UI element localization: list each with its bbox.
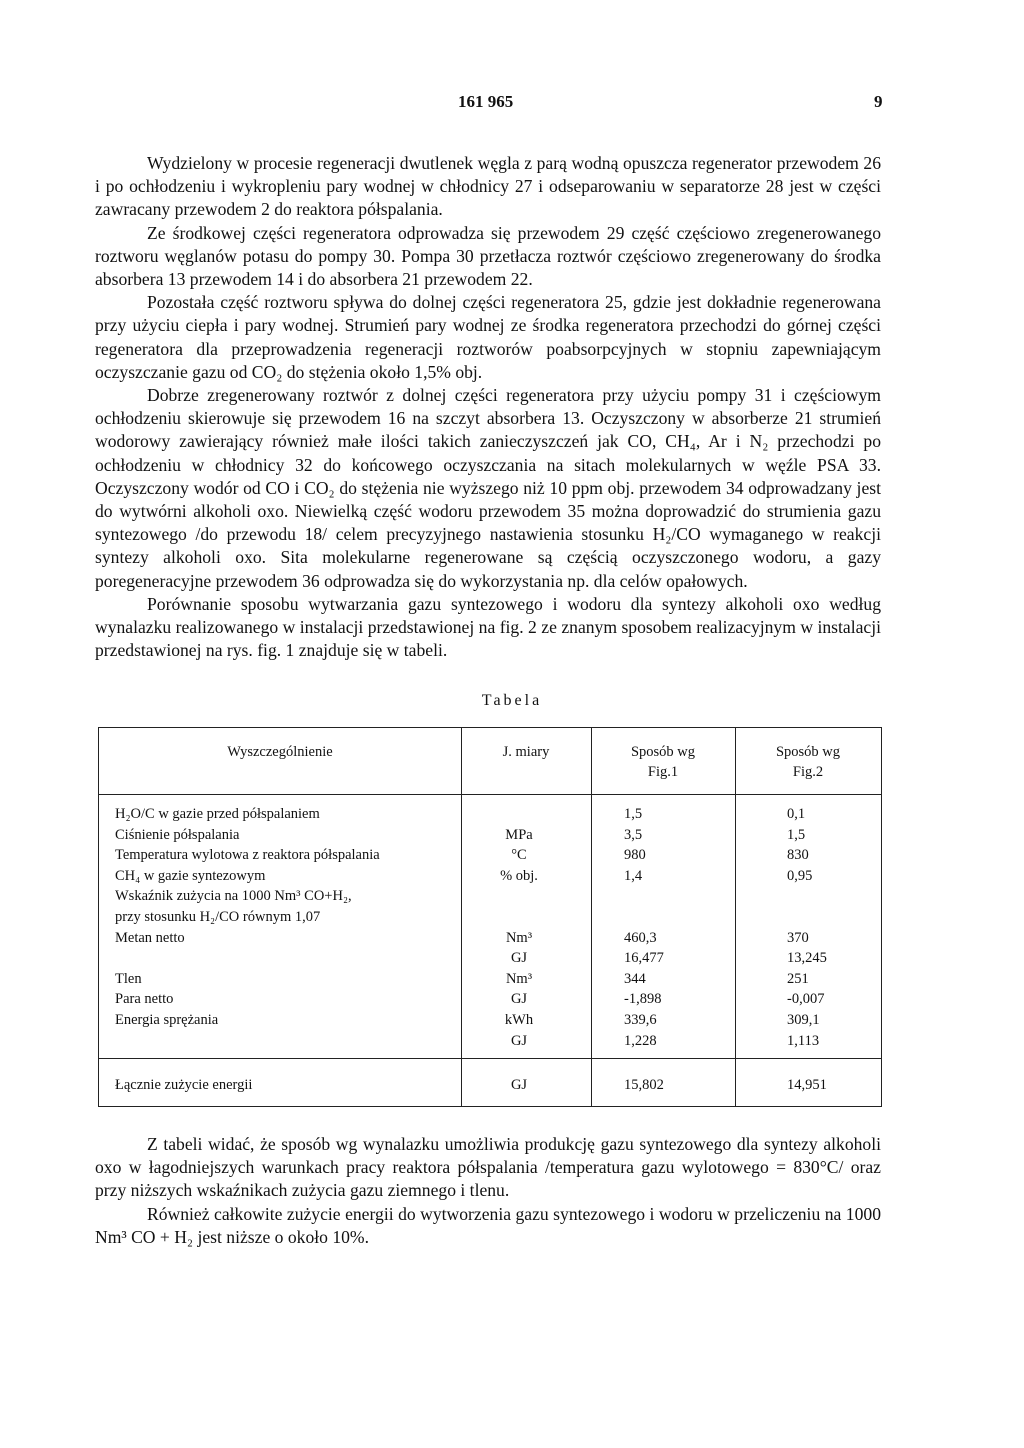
page-number: 9 xyxy=(874,92,883,111)
header-fig2-sub: Fig.2 xyxy=(792,764,824,780)
row-fig1: 3,5 xyxy=(624,826,643,843)
row-fig1: 16,477 xyxy=(624,950,664,967)
table-row xyxy=(99,845,881,865)
row-label: przy stosunku H₂/CO równym 1,07 xyxy=(115,909,321,925)
row-label: Para netto xyxy=(115,991,174,1008)
row-fig1: 339,6 xyxy=(624,1012,657,1028)
header-unit: J. miary xyxy=(502,744,550,760)
table-row xyxy=(99,825,881,845)
total-fig1: 15,802 xyxy=(624,1077,664,1093)
row-label: Metan netto xyxy=(115,929,185,946)
page-header xyxy=(0,92,1024,118)
row-unit: kWh xyxy=(504,1012,534,1028)
row-fig1: 1,5 xyxy=(624,806,643,822)
paragraph: Dobrze zregenerowany roztwór z dolnej części regeneratora przy użyciu pompy 31 i częściowym ochłodzeniu skierowuje się przewodem 16 na szczyt absorbera 13. Oczyszczony w absorberze 21 strumień wodorowy zawierający również małe ilości takich zanieczyszczeń jak CO, CH₄, Ar i N₂ przechodzi po ochłodzeniu w chłodnicy 32 do końcowego oczyszczania na sitach molekularnych w węźle PSA 33. Oczyszczony wodór od CO i CO₂ do stężenia nie wyższego niż 10 ppm obj. przewodem 34 odprowadzany jest do wytwórni alkoholi oxo. Niewielką część wodoru przewodem 35 można doprowadzić do strumienia gazu syntezowego /do przewodu 18/ celem precyzyjnego nastawienia stosunku H₂/CO wymaganego w reakcji syntezy alkoholi oxo. Sita molekularne regenerowane są częścią oczyszczonego wodoru, a gazy poregeneracyjne przewodem 36 odprowadza się do wykorzystania np. dla celów opałowych. xyxy=(95,385,881,591)
table-row xyxy=(99,989,881,1009)
row-fig2: 1,5 xyxy=(787,826,806,843)
table-row xyxy=(99,866,881,886)
row-label: H₂O/C w gazie przed półspalaniem xyxy=(115,806,320,822)
table-row xyxy=(99,969,881,989)
row-fig2: 251 xyxy=(787,970,809,987)
row-fig2: 830 xyxy=(787,847,809,864)
row-unit: GJ xyxy=(510,1032,528,1049)
total-divider xyxy=(99,1058,881,1059)
row-fig2: 309,1 xyxy=(787,1012,820,1028)
row-label: Ciśnienie półspalania xyxy=(115,826,240,843)
row-fig2: 0,1 xyxy=(787,806,806,822)
table-row xyxy=(99,1010,881,1030)
row-label: Energia sprężania xyxy=(115,1012,219,1028)
header-divider xyxy=(99,794,881,795)
row-fig2: 1,113 xyxy=(787,1032,820,1049)
table-row xyxy=(99,886,881,906)
row-unit: Nm³ xyxy=(505,929,533,946)
header-fig1-sub: Fig.1 xyxy=(647,764,679,780)
paragraph: Ze środkowej części regeneratora odprowadza się przewodem 29 część częściowo zregenerowanego roztworu węglanów potasu do pompy 30. Pompa 30 przetłacza roztwór częściowo zregenerowany do środka absorbera 13 przewodem 14 i do absorbera 21 przewodem 22. xyxy=(95,222,881,290)
row-label: Wskaźnik zużycia na 1000 Nm³ CO+H₂, xyxy=(115,888,352,905)
table-caption: Tabela xyxy=(481,692,543,709)
table-row xyxy=(99,928,881,948)
row-fig1: 344 xyxy=(624,970,646,987)
body-text xyxy=(95,152,881,662)
total-label: Łącznie zużycie energii xyxy=(115,1077,253,1093)
row-unit: GJ xyxy=(510,950,528,967)
total-unit: GJ xyxy=(510,1077,528,1093)
row-fig2: 0,95 xyxy=(787,867,813,884)
row-fig2: 13,245 xyxy=(787,950,827,967)
row-unit: Nm³ xyxy=(505,970,533,987)
table-row xyxy=(99,1031,881,1051)
row-fig2: 370 xyxy=(787,929,809,946)
table-row xyxy=(99,948,881,968)
paragraph: Również całkowite zużycie energii do wytworzenia gazu syntezowego i wodoru w przeliczeniu na 1000 Nm³ CO + H₂ jest niższe o około 10%. xyxy=(95,1203,881,1247)
row-unit: °C xyxy=(511,847,527,864)
row-fig1: 1,4 xyxy=(624,867,643,884)
row-fig1: 460,3 xyxy=(624,929,657,946)
paragraph: Wydzielony w procesie regeneracji dwutlenek węgla z parą wodną opuszcza regenerator przewodem 26 i po ochłodzeniu i wykropleniu pary wodnej w chłodnicy 27 i odseparowaniu w separatorze 28 jest w części zawracany przewodem 2 do reaktora półspalania. xyxy=(95,153,881,220)
row-fig1: 1,228 xyxy=(624,1032,657,1049)
conclusion-text xyxy=(95,1133,881,1249)
row-label: Temperatura wylotowa z reaktora półspalania xyxy=(115,847,380,864)
row-fig1: -1,898 xyxy=(624,991,662,1008)
row-unit: GJ xyxy=(510,991,528,1008)
header-fig1: Sposób wg xyxy=(630,744,696,760)
comparison-table xyxy=(98,727,882,1107)
row-unit: % obj. xyxy=(500,867,538,884)
table-row xyxy=(99,804,881,824)
patent-number: 161 965 xyxy=(458,92,514,111)
table-row xyxy=(99,907,881,927)
total-fig2: 14,951 xyxy=(787,1077,827,1093)
paragraph: Porównanie sposobu wytwarzania gazu syntezowego i wodoru dla syntezy alkoholi oxo według wynalazku realizowanego w instalacji przedstawionej na fig. 2 ze znanym sposobem realizacyjnym w instalacji przedstawionej na rys. fig. 1 znajduje się w tabeli. xyxy=(95,593,881,661)
row-fig2: -0,007 xyxy=(787,991,825,1008)
row-label: Tlen xyxy=(115,970,142,987)
row-fig1: 980 xyxy=(624,847,646,864)
paragraph: Pozostała część roztworu spływa do dolnej części regeneratora 25, gdzie jest dokładnie regenerowana przy użyciu ciepła i pary wodnej. Strumień pary wodnej ze środka regeneratora przechodzi do górnej części regeneratora dla przeprowadzenia regeneracji roztworów poabsorpcyjnych w stopniu zapewniającym oczyszczanie gazu od CO₂ do stężenia około 1,5% obj. xyxy=(95,292,881,382)
row-label: CH₄ w gazie syntezowym xyxy=(115,867,266,884)
row-unit: MPa xyxy=(505,826,533,843)
paragraph: Z tabeli widać, że sposób wg wynalazku umożliwia produkcję gazu syntezowego dla syntezy alkoholi oxo w łagodniejszych warunkach pracy reaktora półspalania /temperatura gazu wylotowego = 830°C/ oraz przy niższych wskaźnikach zużycia gazu ziemnego i tlenu. xyxy=(95,1134,881,1201)
total-row xyxy=(99,1075,881,1095)
header-item: Wyszczególnienie xyxy=(227,744,333,760)
header-fig2: Sposób wg xyxy=(775,744,841,760)
